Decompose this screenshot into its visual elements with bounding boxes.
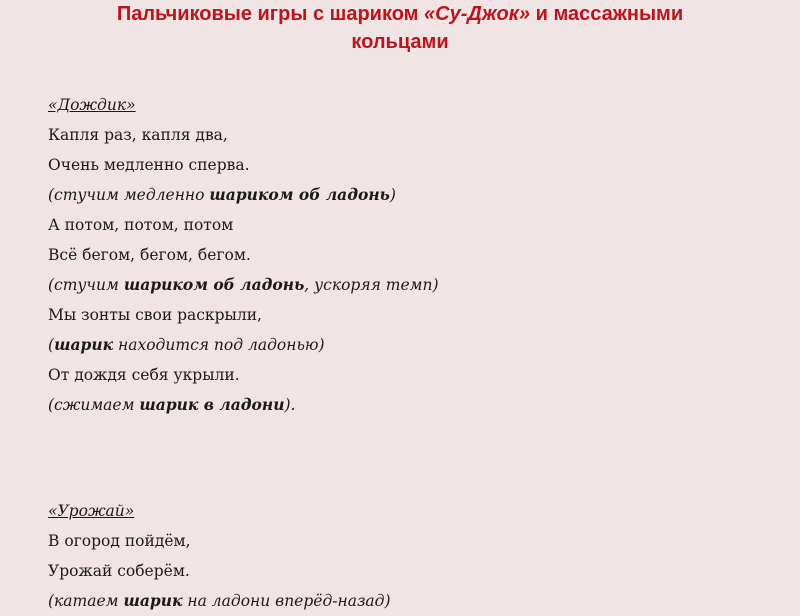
slide-title-line-1 — [20, 0, 780, 28]
poem-line: Урожай соберём. — [48, 562, 190, 580]
poem-note: (стучим шариком об ладонь, ускоряя темп) — [48, 275, 439, 294]
poem-dozhdik — [48, 90, 439, 420]
slide-title-line-2: кольцами — [351, 31, 449, 53]
poem-line: Очень медленно сперва. — [48, 156, 250, 174]
poem-note: (сжимаем шарик в ладони). — [48, 395, 296, 414]
title-part-1: Пальчиковые игры с шариком — [116, 3, 425, 25]
poem-note: (катаем шарик на ладони вперёд-назад) — [48, 591, 391, 610]
poem-line: От дождя себя укрыли. — [48, 366, 240, 384]
poem-urozhai — [48, 496, 391, 616]
poem-line: В огород пойдём, — [48, 532, 191, 550]
poem-note: (стучим медленно шариком об ладонь) — [48, 185, 396, 204]
poem-heading: «Дождик» — [48, 96, 136, 114]
poem-line: Капля раз, капля два, — [48, 126, 228, 144]
title-part-2: «Су-Джок» — [424, 3, 531, 25]
poem-line: Всё бегом, бегом, бегом. — [48, 246, 251, 264]
poem-line: А потом, потом, потом — [48, 216, 234, 234]
poem-note: (шарик находится под ладонью) — [48, 335, 325, 354]
slide-title — [20, 0, 780, 56]
poem-line: Мы зонты свои раскрыли, — [48, 306, 262, 324]
poem-heading: «Урожай» — [48, 502, 135, 520]
title-part-3: и массажными — [530, 3, 684, 25]
